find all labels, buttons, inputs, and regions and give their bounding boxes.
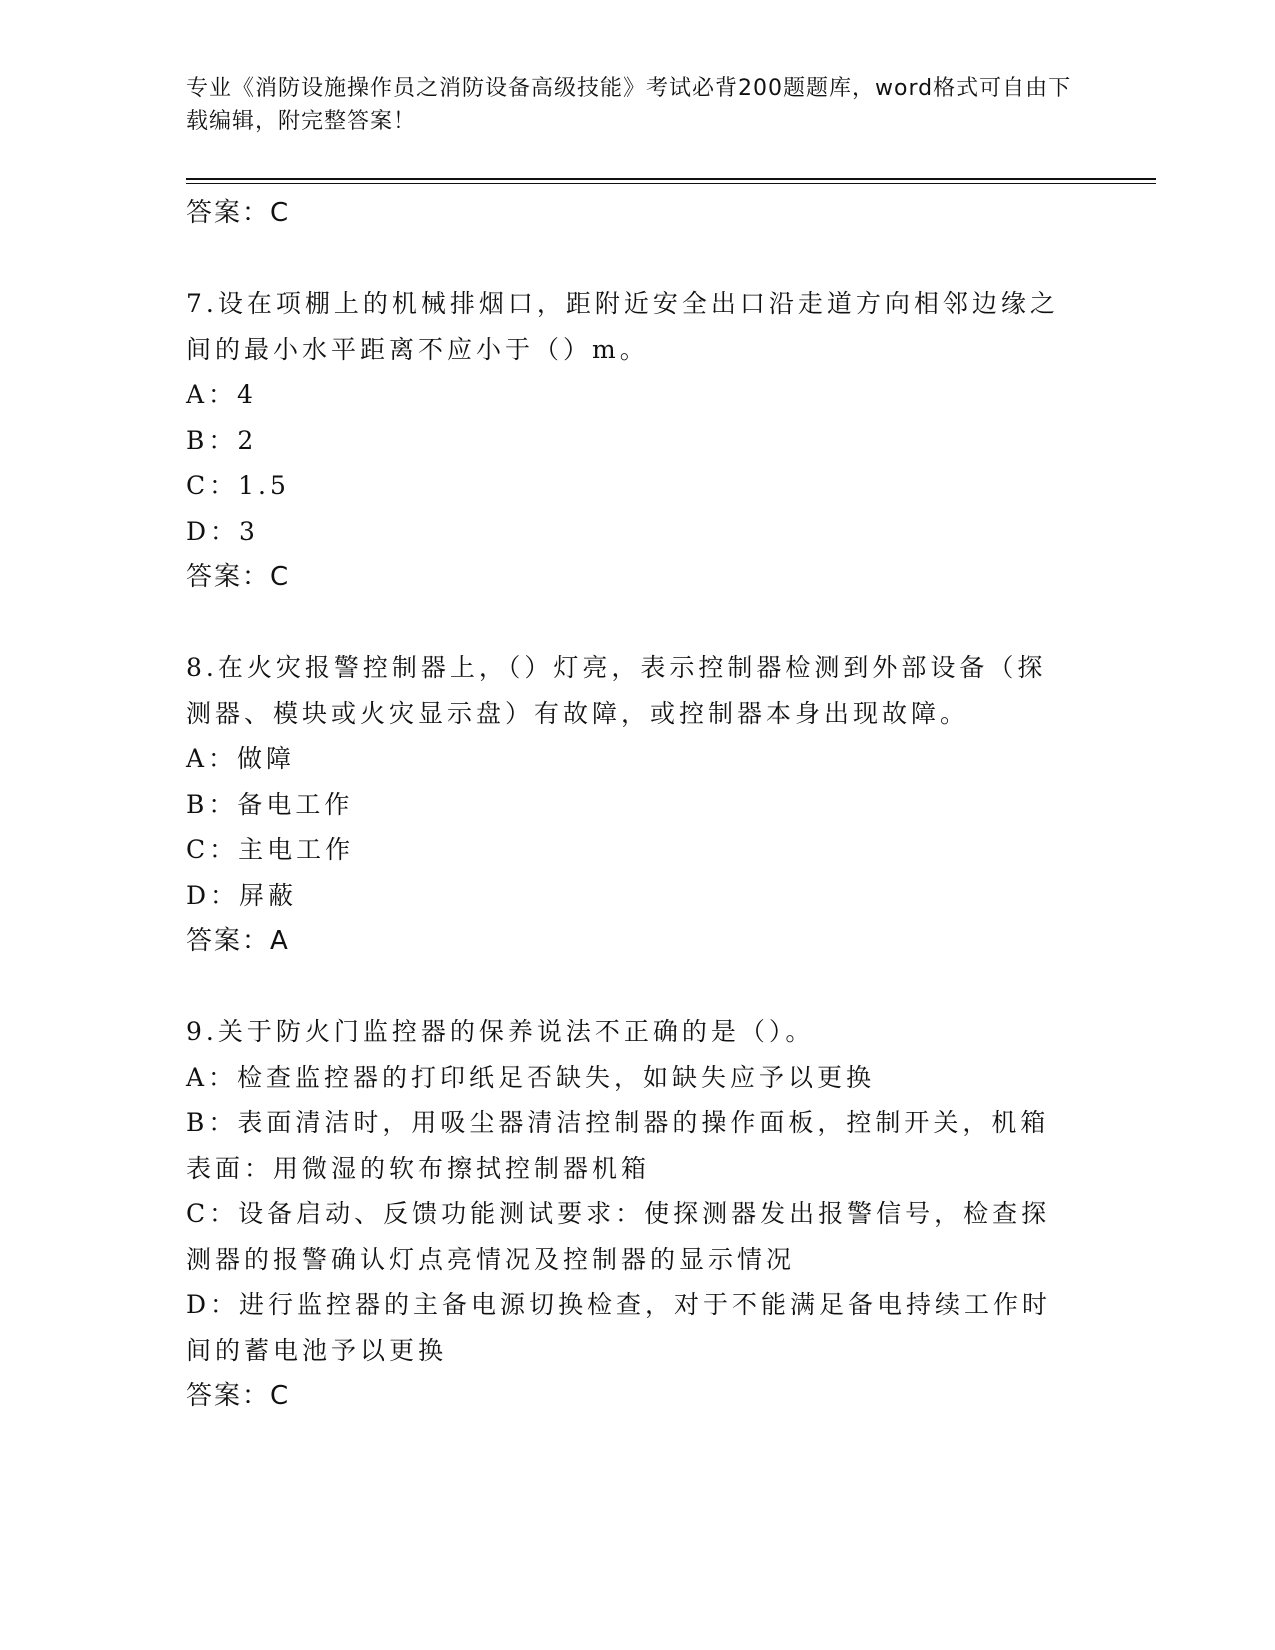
question-text: 7.设在项棚上的机械排烟口，距附近安全出口沿走道方向相邻边缘之间的最小水平距离不应小于（）m。	[186, 289, 1059, 364]
option-c: C：设备启动、反馈功能测试要求：使探测器发出报警信号，检查探测器的报警确认灯点亮情况及控制器的显示情况	[186, 1199, 1051, 1274]
option-c: C：主电工作	[186, 835, 355, 864]
option-b: B：备电工作	[186, 789, 354, 819]
header-divider	[186, 178, 1156, 180]
option-d: D：进行监控器的主备电源切换检查，对于不能满足备电持续工作时间的蓄电池予以更换	[186, 1290, 1052, 1365]
question-list	[186, 190, 1066, 1419]
option-b: B：表面清洁时，用吸尘器清洁控制器的操作面板，控制开关，机箱表面：用微湿的软布擦拭控制器机箱	[186, 1108, 1050, 1183]
answer-line: 答案：A	[186, 926, 290, 956]
answer-line: 答案：C	[186, 1381, 291, 1411]
option-d: D：屏蔽	[186, 880, 298, 910]
question-block	[186, 645, 1066, 964]
option-a: A：做障	[186, 744, 296, 773]
option-a: A：4	[186, 380, 257, 409]
option-d: D：3	[186, 516, 259, 546]
answer-line: 答案：C	[186, 198, 291, 228]
option-c: C：1.5	[186, 471, 290, 500]
option-b: B：2	[186, 425, 258, 455]
header-divider-thin	[186, 183, 1156, 184]
option-a: A：检查监控器的打印纸足否缺失，如缺失应予以更换	[186, 1062, 876, 1092]
question-block	[186, 281, 1066, 600]
page-header: 专业《消防设施操作员之消防设备高级技能》考试必背200题题库，word格式可自由下载编辑，附完整答案！	[186, 76, 1072, 134]
answer-line: 答案：C	[186, 562, 291, 592]
question-text: 9.关于防火门监控器的保养说法不正确的是（）。	[186, 1017, 815, 1046]
question-text: 8.在火灾报警控制器上，（）灯亮，表示控制器检测到外部设备（探测器、模块或火灾显示盘）有故障，或控制器本身出现故障。	[186, 653, 1047, 728]
question-block	[186, 1009, 1066, 1419]
